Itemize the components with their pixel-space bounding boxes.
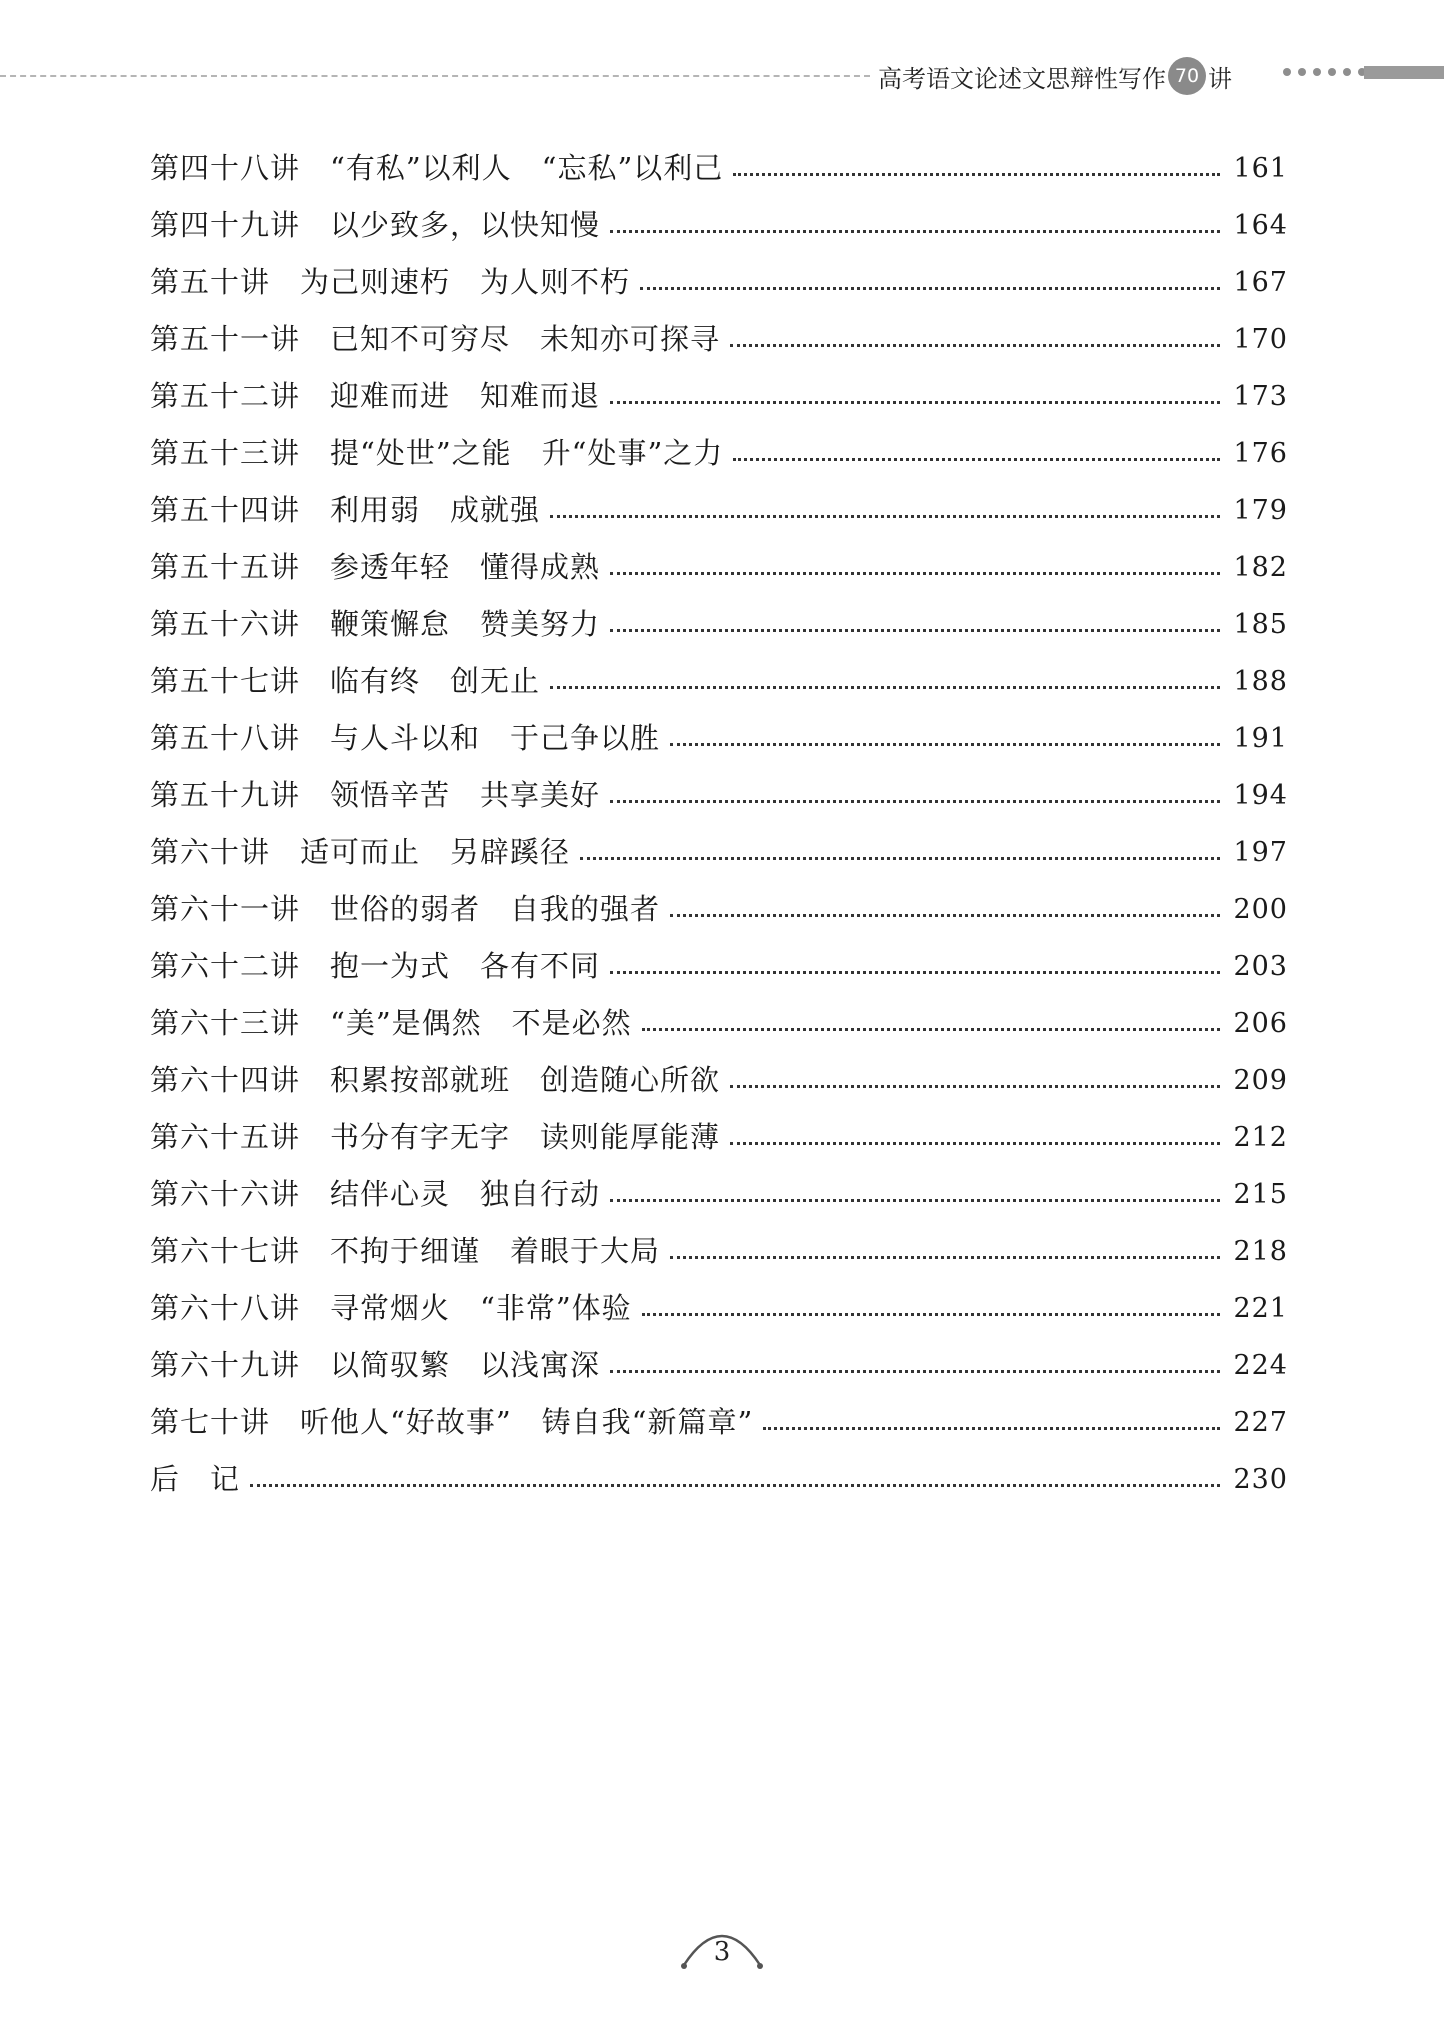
- toc-entry-page-number: 179: [1233, 495, 1288, 526]
- page-footer: [672, 1915, 772, 1975]
- toc-entry-title: 第五十一讲 已知不可穷尽 未知亦可探寻: [150, 322, 721, 356]
- toc-dot-leader: [730, 344, 1220, 347]
- toc-entry-page-number: 218: [1233, 1236, 1288, 1267]
- toc-entry-title: 第五十讲 为己则速朽 为人则不朽: [150, 265, 631, 299]
- toc-dot-leader: [642, 1313, 1220, 1316]
- toc-dot-leader: [730, 1085, 1220, 1088]
- toc-entry[interactable]: [150, 1109, 1288, 1166]
- toc-entry[interactable]: [150, 824, 1288, 881]
- toc-dot-leader: [250, 1484, 1220, 1487]
- toc-entry[interactable]: [150, 995, 1288, 1052]
- toc-entry-title: 第五十二讲 迎难而进 知难而退: [150, 379, 601, 413]
- toc-entry-title: 第五十六讲 鞭策懈怠 赞美努力: [150, 607, 601, 641]
- toc-entry-page-number: 185: [1233, 609, 1288, 640]
- book-title-number-badge: 70: [1168, 57, 1206, 95]
- book-title: [878, 56, 1232, 96]
- toc-entry-title: 第五十七讲 临有终 创无止: [150, 664, 541, 698]
- toc-entry-title: 第六十七讲 不拘于细谨 着眼于大局: [150, 1234, 661, 1268]
- toc-entry-page-number: 200: [1233, 894, 1288, 925]
- toc-entry-title: 第四十八讲 “有私”以利人 “忘私”以利己: [150, 151, 724, 185]
- toc-entry-title: 后 记: [150, 1462, 241, 1496]
- toc-dot-leader: [550, 686, 1220, 689]
- toc-dot-leader: [550, 515, 1220, 518]
- toc-entry-title: 第六十二讲 抱一为式 各有不同: [150, 949, 601, 983]
- toc-entry[interactable]: [150, 539, 1288, 596]
- toc-entry-page-number: 170: [1233, 324, 1288, 355]
- toc-dot-leader: [730, 1142, 1220, 1145]
- toc-entry[interactable]: [150, 425, 1288, 482]
- toc-entry-title: 第五十五讲 参透年轻 懂得成熟: [150, 550, 601, 584]
- toc-entry-page-number: 224: [1233, 1350, 1288, 1381]
- toc-dot-leader: [610, 629, 1220, 632]
- toc-entry-page-number: 194: [1233, 780, 1288, 811]
- toc-entry[interactable]: [150, 1337, 1288, 1394]
- toc-entry-page-number: 182: [1233, 552, 1288, 583]
- toc-entry-title: 第六十九讲 以简驭繁 以浅寓深: [150, 1348, 601, 1382]
- toc-entry-page-number: 167: [1233, 267, 1288, 298]
- toc-dot-leader: [610, 230, 1220, 233]
- toc-entry-page-number: 188: [1233, 666, 1288, 697]
- toc-dot-leader: [640, 287, 1220, 290]
- dot: [1313, 68, 1321, 76]
- header-bar-ornament: [1364, 66, 1444, 79]
- toc-entry[interactable]: [150, 1166, 1288, 1223]
- toc-entry-title: 第六十五讲 书分有字无字 读则能厚能薄: [150, 1120, 721, 1154]
- toc-entry[interactable]: [150, 368, 1288, 425]
- dot: [1283, 68, 1291, 76]
- toc-entry[interactable]: [150, 1451, 1288, 1508]
- dot: [1328, 68, 1336, 76]
- toc-entry[interactable]: [150, 596, 1288, 653]
- toc-entry[interactable]: [150, 710, 1288, 767]
- toc-dot-leader: [763, 1427, 1220, 1430]
- toc-entry-title: 第六十讲 适可而止 另辟蹊径: [150, 835, 571, 869]
- toc-entry-page-number: 197: [1233, 837, 1288, 868]
- toc-entry-title: 第五十八讲 与人斗以和 于己争以胜: [150, 721, 661, 755]
- toc-dot-leader: [610, 1370, 1220, 1373]
- toc-dot-leader: [610, 572, 1220, 575]
- toc-dot-leader: [733, 458, 1220, 461]
- toc-dot-leader: [610, 800, 1220, 803]
- dot: [1343, 68, 1351, 76]
- toc-entry-page-number: 209: [1233, 1065, 1288, 1096]
- toc-entry-page-number: 227: [1233, 1407, 1288, 1438]
- toc-entry-page-number: 206: [1233, 1008, 1288, 1039]
- table-of-contents: [150, 140, 1288, 1508]
- toc-dot-leader: [670, 914, 1220, 917]
- toc-dot-leader: [670, 1256, 1220, 1259]
- toc-entry[interactable]: [150, 254, 1288, 311]
- toc-entry-page-number: 161: [1233, 153, 1288, 184]
- toc-entry-page-number: 173: [1233, 381, 1288, 412]
- running-header: [0, 52, 1444, 102]
- toc-entry-title: 第四十九讲 以少致多，以快知慢: [150, 208, 601, 242]
- toc-entry-page-number: 191: [1233, 723, 1288, 754]
- toc-entry[interactable]: [150, 938, 1288, 995]
- page-number: 3: [713, 1937, 731, 1967]
- toc-entry[interactable]: [150, 197, 1288, 254]
- toc-entry[interactable]: [150, 653, 1288, 710]
- toc-entry[interactable]: [150, 482, 1288, 539]
- toc-entry-title: 第六十六讲 结伴心灵 独自行动: [150, 1177, 601, 1211]
- toc-entry-title: 第六十三讲 “美”是偶然 不是必然: [150, 1006, 632, 1040]
- toc-entry-page-number: 212: [1233, 1122, 1288, 1153]
- toc-dot-leader: [610, 1199, 1220, 1202]
- toc-entry[interactable]: [150, 1223, 1288, 1280]
- toc-dot-leader: [580, 857, 1220, 860]
- toc-entry-title: 第五十三讲 提“处世”之能 升“处事”之力: [150, 436, 724, 470]
- toc-entry-title: 第六十八讲 寻常烟火 “非常”体验: [150, 1291, 632, 1325]
- toc-entry-page-number: 215: [1233, 1179, 1288, 1210]
- toc-entry[interactable]: [150, 311, 1288, 368]
- book-title-prefix: 高考语文论述文思辩性写作: [878, 64, 1166, 93]
- toc-dot-leader: [670, 743, 1220, 746]
- toc-entry-title: 第七十讲 听他人“好故事” 铸自我“新篇章”: [150, 1405, 754, 1439]
- dot: [1298, 68, 1306, 76]
- toc-dot-leader: [642, 1028, 1220, 1031]
- toc-entry-page-number: 203: [1233, 951, 1288, 982]
- toc-entry[interactable]: [150, 1394, 1288, 1451]
- toc-entry[interactable]: [150, 767, 1288, 824]
- toc-entry-title: 第六十一讲 世俗的弱者 自我的强者: [150, 892, 661, 926]
- toc-entry[interactable]: [150, 1280, 1288, 1337]
- header-dots-ornament: [1283, 68, 1366, 76]
- toc-entry[interactable]: [150, 1052, 1288, 1109]
- toc-dot-leader: [610, 971, 1220, 974]
- toc-entry-title: 第五十四讲 利用弱 成就强: [150, 493, 541, 527]
- toc-entry[interactable]: [150, 881, 1288, 938]
- toc-dot-leader: [733, 173, 1220, 176]
- book-title-suffix: 讲: [1208, 64, 1232, 93]
- toc-entry-title: 第六十四讲 积累按部就班 创造随心所欲: [150, 1063, 721, 1097]
- toc-entry-page-number: 164: [1233, 210, 1288, 241]
- toc-dot-leader: [610, 401, 1220, 404]
- header-dashed-rule: [0, 75, 870, 77]
- toc-entry-page-number: 176: [1233, 438, 1288, 469]
- toc-entry[interactable]: [150, 140, 1288, 197]
- toc-entry-page-number: 230: [1233, 1464, 1288, 1495]
- toc-entry-title: 第五十九讲 领悟辛苦 共享美好: [150, 778, 601, 812]
- toc-entry-page-number: 221: [1233, 1293, 1288, 1324]
